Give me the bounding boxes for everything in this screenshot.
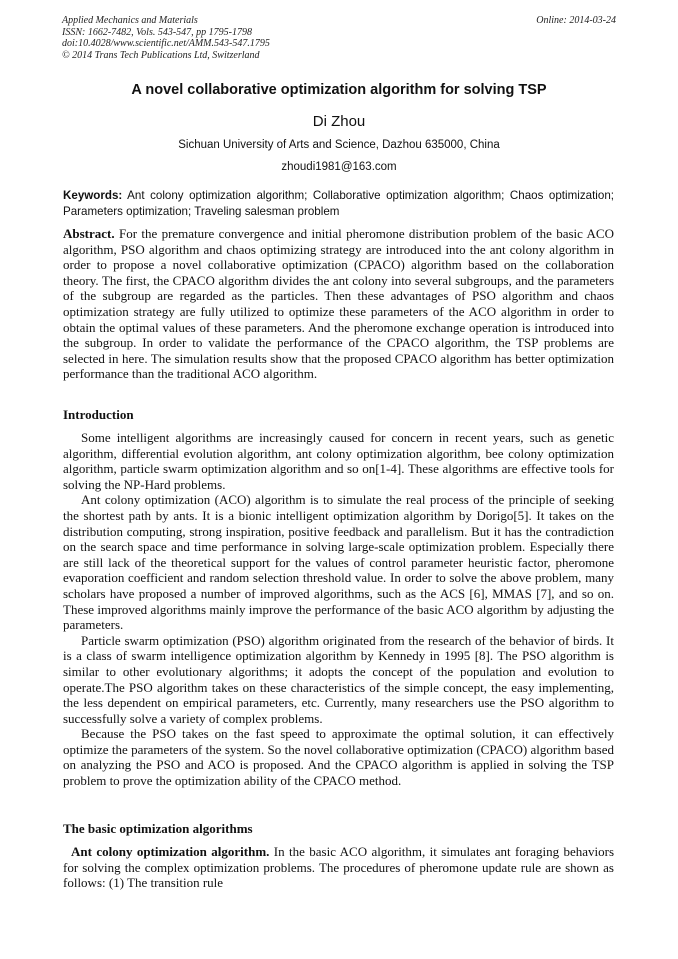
intro-paragraph: Particle swarm optimization (PSO) algorithm originated from the research of the behavior of birds. It is a class of swarm intelligence optimization algorithm by Kennedy in 1995 [8]. The PSO algorithm is similar to other evolutionary algorithms; it adopts the concept of the population and evolution to operate.The PSO algorithm takes on these characteristics of the simple concept, the easy implementing, the less dependent on empirical parameters, etc. Currently, many researchers use the PSO algorithm to successfully solve a variety of complex problems. bbox=[63, 632, 614, 726]
publication-header bbox=[62, 15, 616, 61]
doi-line: doi:10.4028/www.scientific.net/AMM.543-547.1795 bbox=[62, 38, 270, 49]
issn-line: ISSN: 1662-7482, Vols. 543-547, pp 1795-1798 bbox=[62, 26, 252, 38]
abstract-text: For the premature convergence and initial pheromone distribution problem of the basic ACO algorithm, PSO algorithm and chaos optimizing strategy are introduced into the ant colony algorithm in order to propose a novel collaborative optimization (CPACO) algorithm based on the collaboration theory. The first, the CPACO algorithm divides the ant colony into several subgroups, and the parameters of the subgroup are regarded as the particles. Then these advantages of PSO algorithm and chaos optimization strategy are fully utilized to optimize these parameters of the ACO algorithm in order to obtain the optimal values of these parameters. And the pheromone exchange operation is introduced into the subgroup. In order to validate the performance of the CPACO algorithm, the TSP problems are selected in here. The simulation results show that the proposed CPACO algorithm has better optimization performance than the traditional ACO algorithm. bbox=[63, 226, 614, 382]
aco-lead: Ant colony optimization algorithm. bbox=[71, 844, 270, 859]
introduction-heading: Introduction bbox=[63, 407, 134, 422]
abstract-block bbox=[63, 226, 614, 382]
paper-title: A novel collaborative optimization algorithm for solving TSP bbox=[131, 82, 547, 98]
keywords-text: Ant colony optimization algorithm; Collaborative optimization algorithm; Chaos optimization; Parameters optimization; Traveling salesman problem bbox=[63, 189, 614, 218]
basic-algorithms-body bbox=[63, 844, 614, 891]
basic-algorithms-heading: The basic optimization algorithms bbox=[63, 821, 253, 836]
online-date: Online: 2014-03-24 bbox=[536, 15, 616, 26]
aco-paragraph bbox=[63, 844, 614, 891]
journal-name: Applied Mechanics and Materials bbox=[62, 15, 198, 26]
intro-paragraph: Ant colony optimization (ACO) algorithm is to simulate the real process of the principle of seeking the shortest path by ants. It is a bionic intelligent optimization algorithm by Dorigo[5]. It takes on the distribution computing, strong inspiration, positive feedback and parallelism. But it has the contradiction on the search space and time performance in solving large-scale optimization problem. Especially there are still lack of the theoretical support for the values of control parameter heuristic factor, pheromone evaporation coefficient and random selection threshold value. In order to solve the above problem, many scholars have proposed a number of improved algorithms, such as the ACS [6], MMAS [7], and so on. These improved algorithms mainly improve the performance of the basic ACO algorithm by adjusting the parameters. bbox=[63, 492, 614, 633]
author-affiliation: Sichuan University of Arts and Science, Dazhou 635000, China bbox=[178, 139, 500, 151]
aco-text: In the basic ACO algorithm, it simulates ant foraging behaviors for solving the complex optimization problems. The procedures of pheromone update rule are shown as follows: (1) The transition rule bbox=[63, 844, 614, 891]
intro-paragraph: Because the PSO takes on the fast speed to approximate the optimal solution, it can effectively optimize the parameters of the system. So the novel collaborative optimization (CPACO) algorithm based on analyzing the PSO and ACO is proposed. And the CPACO algorithm is applied in solving the TSP problem to prove the optimization ability of the CPACO method. bbox=[63, 726, 614, 789]
keywords-block bbox=[63, 188, 614, 220]
intro-paragraph: Some intelligent algorithms are increasingly caused for concern in recent years, such as genetic algorithm, differential evolution algorithm, ant colony optimization algorithm, bee colony optimization algorithm, particle swarm optimization algorithm and so on[1-4]. These algorithms are effective tools for solving the NP-Hard problems. bbox=[63, 430, 614, 492]
keywords-label: Keywords: bbox=[63, 189, 123, 202]
abstract-label: Abstract. bbox=[63, 226, 115, 241]
author-name: Di Zhou bbox=[312, 113, 366, 130]
copyright-line: © 2014 Trans Tech Publications Ltd, Switzerland bbox=[62, 49, 260, 61]
introduction-body bbox=[63, 430, 614, 789]
author-email: zhoudi1981@163.com bbox=[281, 161, 397, 173]
